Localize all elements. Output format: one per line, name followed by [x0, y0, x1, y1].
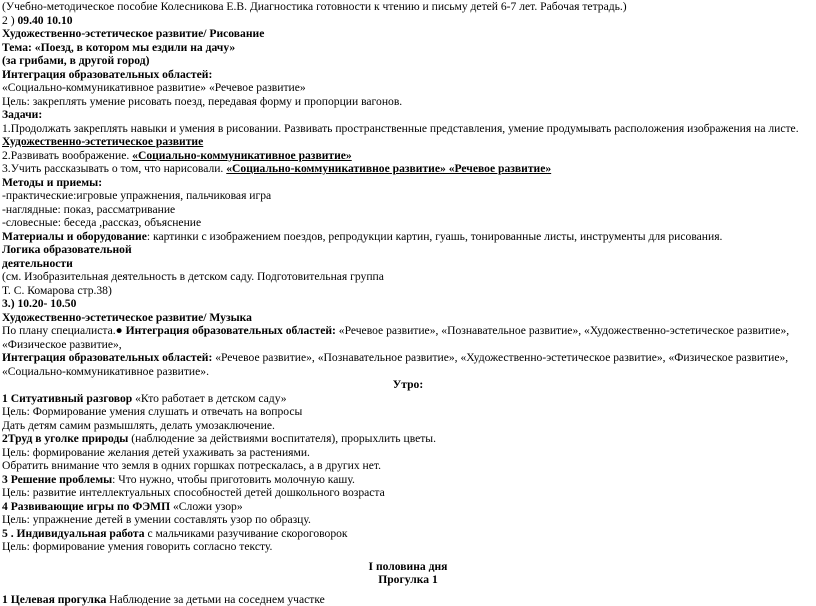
task-3 — [2, 162, 814, 176]
walk-1 — [2, 593, 814, 606]
section-5 — [2, 527, 814, 541]
plan-integration-text: «Речевое развитие», «Познавательное развитие», «Художественно-эстетическое развитие», «Физическое развитие», — [2, 324, 789, 351]
logic-reference-1: (см. Изобразительная деятельность в детском саду. Подготовительная группа — [2, 270, 814, 284]
walk-1-text: Наблюдение за детьми на соседнем участке — [106, 593, 325, 606]
section-3-text: : Что нужно, чтобы приготовить молочную кашу. — [112, 473, 355, 486]
section-3-label: 3 Решение проблемы — [2, 473, 112, 486]
section-1-goal: Цель: Формирование умения слушать и отвечать на вопросы — [2, 405, 814, 419]
document-page — [2, 0, 814, 606]
plan-text: По плану специалиста. — [2, 324, 116, 337]
task-3-area-link: «Социально-коммуникативное развитие» «Речевое развитие» — [226, 162, 551, 175]
walk-1-label: 1 Целевая прогулка — [2, 593, 106, 606]
methods-heading: Методы и приемы: — [2, 176, 814, 190]
logic-heading-1: Логика образовательной — [2, 243, 814, 257]
logic-reference-2: Т. С. Комарова стр.38) — [2, 284, 814, 298]
bullet-icon: ● — [116, 324, 126, 337]
section-2 — [2, 432, 814, 446]
section-2-note: Обратить внимание что земля в одних горшках потрескалась, а в других нет. — [2, 459, 814, 473]
method-verbal: -словесные: беседа ,рассказ, объяснение — [2, 216, 814, 230]
section-5-goal: Цель: формирование умения говорить согласно тексту. — [2, 540, 814, 554]
task-1 — [2, 122, 814, 149]
session-time-1 — [2, 14, 814, 28]
integration-2-text: «Речевое развитие», «Познавательное развитие», «Художественно-эстетическое развитие», «Физическое развитие», — [212, 351, 788, 364]
area-heading-music: Художественно-эстетическое развитие/ Музыка — [2, 311, 814, 325]
task-1-text: 1.Продолжать закреплять навыки и умения в рисовании. Развивать пространственные представления, умение продумывать расположения изображения на листе. — [2, 122, 799, 135]
integration-line-2b: «Социально-коммуникативное развитие». — [2, 365, 814, 379]
section-1-goal-2: Дать детям самим размышлять, делать умозаключение. — [2, 419, 814, 433]
task-1-area-link: Художественно-эстетическое развитие — [2, 135, 203, 148]
task-2-area-link: «Социально-коммуникативное развитие» — [132, 149, 352, 162]
half-day-heading: I половина дня — [2, 560, 814, 574]
method-visual: -наглядные: показ, рассматривание — [2, 203, 814, 217]
section-2-text: (наблюдение за действиями воспитателя), прорыхлить цветы. — [128, 432, 436, 445]
section-3 — [2, 473, 814, 487]
integration-2-label: Интеграция образовательных областей: — [2, 351, 212, 364]
method-practical: -практические:игровые упражнения, пальчиковая игра — [2, 189, 814, 203]
tasks-heading: Задачи: — [2, 108, 814, 122]
section-4 — [2, 500, 814, 514]
integration-line-2 — [2, 351, 814, 365]
logic-heading-2: деятельности — [2, 257, 814, 271]
plan-integration-label: Интеграция образовательных областей: — [126, 324, 336, 337]
section-5-label: 5 . Индивидуальная работа — [2, 527, 145, 540]
materials-label: Материалы и оборудование — [2, 230, 147, 243]
task-2-text: 2.Развивать воображение. — [2, 149, 132, 162]
theme-line-2: (за грибами, в другой город) — [2, 54, 814, 68]
reference-line: (Учебно-методическое пособие Колесникова Е.В. Диагностика готовности к чтению и письму детей 6-7 лет. Рабочая тетрадь.) — [2, 0, 814, 14]
theme-line-1: Тема: «Поезд, в котором мы ездили на дачу» — [2, 41, 814, 55]
morning-heading: Утро: — [2, 378, 814, 392]
section-2-goal: Цель: формирование желания детей ухаживать за растениями. — [2, 446, 814, 460]
goal-drawing: Цель: закреплять умение рисовать поезд, передавая форму и пропорции вагонов. — [2, 95, 814, 109]
section-4-goal: Цель: упражнение детей в умении составлять узор по образцу. — [2, 513, 814, 527]
materials-text: : картинки с изображением поездов, репродукции картин, гуашь, тонированные листы, инструменты для рисования. — [147, 230, 723, 243]
integration-areas: «Социально-коммуникативное развитие» «Речевое развитие» — [2, 81, 814, 95]
session-time-2: 3.) 10.20- 10.50 — [2, 297, 814, 311]
task-3-text: 3.Учить рассказывать о том, что нарисовали. — [2, 162, 226, 175]
section-4-label: 4 Развивающие игры по ФЭМП — [2, 500, 170, 513]
section-1-label: 1 Ситуативный разговор — [2, 392, 132, 405]
session-time: 09.40 10.10 — [17, 14, 72, 27]
section-1-text: «Кто работает в детском саду» — [132, 392, 286, 405]
section-1 — [2, 392, 814, 406]
section-3-goal: Цель: развитие интеллектуальных способностей детей дошкольного возраста — [2, 486, 814, 500]
walk-heading: Прогулка 1 — [2, 573, 814, 587]
session-number: 2 ) — [2, 14, 15, 27]
section-2-label: 2Труд в уголке природы — [2, 432, 128, 445]
task-2 — [2, 149, 814, 163]
area-heading-drawing: Художественно-эстетическое развитие/ Рисование — [2, 27, 814, 41]
section-4-text: «Сложи узор» — [170, 500, 243, 513]
materials-line — [2, 230, 814, 244]
section-5-text: с мальчиками разучивание скороговорок — [145, 527, 348, 540]
plan-paragraph — [2, 324, 814, 351]
integration-heading: Интеграция образовательных областей: — [2, 68, 814, 82]
